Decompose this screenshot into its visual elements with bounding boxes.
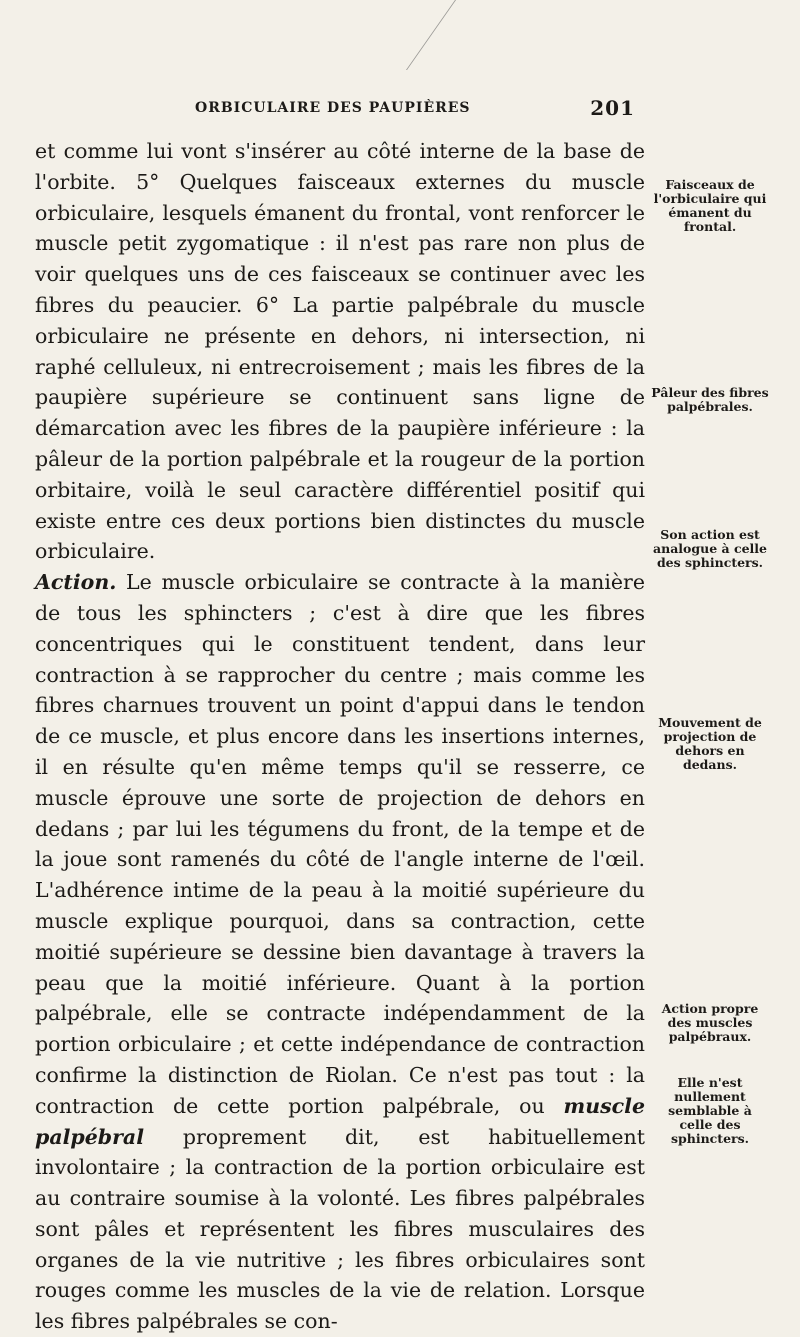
margin-note-sphincters: Son action est analogue à celle des sphincters. [653, 527, 767, 570]
muscle-palpebral-term: muscle palpébral [35, 1093, 645, 1149]
running-title: ORBICULAIRE DES PAUPIÈRES [195, 100, 471, 116]
margin-note-nullement: Elle n'est nullement semblable à celle des sphincters. [668, 1075, 752, 1146]
paragraph-orbiculaire: et comme lui vont s'insérer au côté interne de la base de l'orbite. 5° Quelques faisceaux externes du muscle orbiculaire, lesquels émanent du frontal, vont renforcer le muscle petit zygomatique : il n'est pas rare non plus de voir quelques uns de ces faisceaux se continuer avec les fibres du peaucier. 6° La partie palpébrale du muscle orbiculaire ne présente en dehors, ni intersection, ni raphé celluleux, ni entrecroisement ; mais les fibres de la paupière supérieure se continuent sans ligne de démarcation avec les fibres de la paupière inférieure : la pâleur de la portion palpébrale et la rougeur de la portion orbitaire, voilà le seul caractère différentiel positif qui existe entre ces deux portions bien distinctes du muscle orbiculaire. [35, 139, 645, 564]
page-number: 201 [590, 96, 635, 120]
action-text-part-1: Le muscle orbiculaire se contracte à la manière de tous les sphincters ; c'est à dire que les fibres concentriques qui le constituent tendent, dans leur contraction à se rapprocher du centre ; mais comme les fibres charnues trouvent un point d'appui dans le tendon de ce muscle, et plus encore dans les insertions internes, il en résulte qu'en même temps qu'il se resserre, ce muscle éprouve une sorte de projection de dehors en dedans ; par lui les tégumens du front, de la tempe et de la joue sont ramenés du côté de l'angle interne de l'œil. L'adhérence intime de la peau à la moitié supérieure du muscle explique pourquoi, dans sa contraction, cette moitié supérieure se dessine bien davantage à travers la peau que la moitié inférieure. Quant à la portion palpébrale, elle se contracte indépendamment de la portion orbiculaire ; et cette indépendance de contraction confirme la distinction de Riolan. Ce n'est pas tout : la contraction de cette portion palpébrale, ou [35, 570, 645, 1118]
action-text-part-2: proprement dit, est habituellement involontaire ; la contraction de la portion orbiculaire est au contraire soumise à la volonté. Les fibres palpébrales sont pâles et représentent les fibres musculaires des organes de la vie nutritive ; les fibres orbiculaires sont rouges comme les muscles de la vie de relation. Lorsque les fibres palpébrales se con- [35, 1124, 645, 1334]
page-header [195, 96, 635, 120]
margin-note-projection: Mouvement de projection de dehors en dedans. [658, 715, 762, 772]
main-text [35, 136, 645, 1337]
margin-note-faisceaux: Faisceaux de l'orbiculaire qui émanent du frontal. [653, 177, 767, 234]
margin-note-paleur: Pâleur des fibres palpébrales. [651, 385, 769, 414]
action-heading: Action. [35, 570, 117, 595]
paper-fold-mark [346, 0, 456, 70]
margin-note-action-propre: Action propre des muscles palpébraux. [661, 1001, 759, 1044]
